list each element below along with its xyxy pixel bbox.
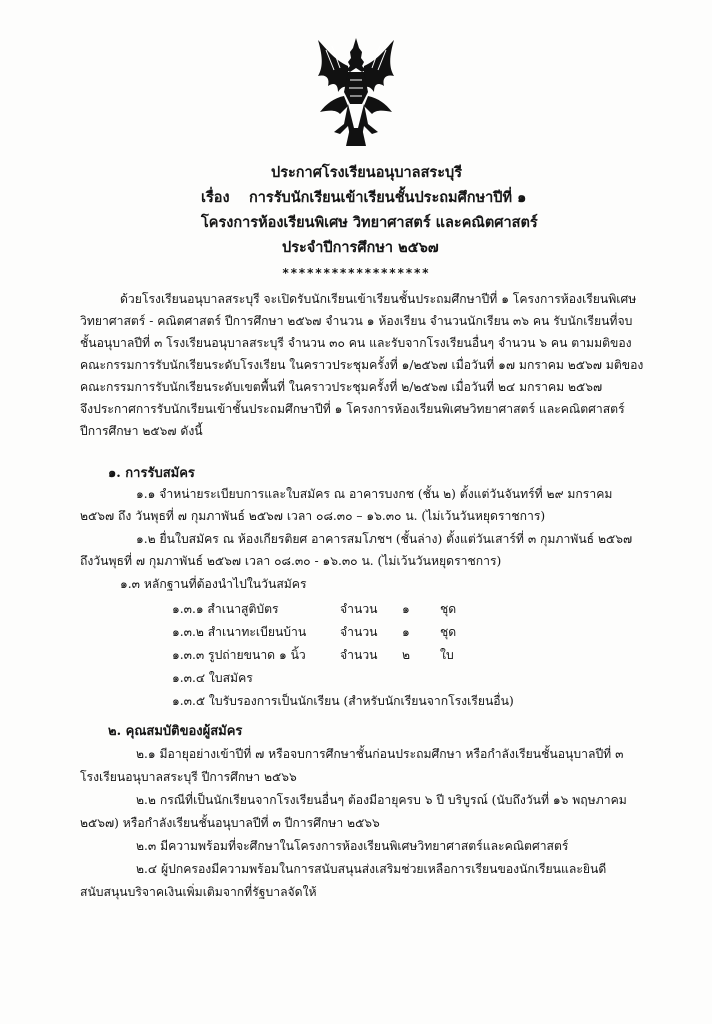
section2-line-4: ๒๕๖๗) หรือกำลังเรียนชั้นอนุบาลปีที่ ๓ ปีการศึกษา ๒๕๖๖ — [80, 816, 380, 830]
quantity-label: จำนวน — [340, 602, 378, 616]
intro-line-1: ด้วยโรงเรียนอนุบาลสระบุรี จะเปิดรับนักเรียนเข้าเรียนชั้นประถมศึกษาปีที่ ๑ โครงการห้องเรียนพิเศษ — [120, 292, 637, 306]
section1-line-5: ๑.๓ หลักฐานที่ต้องนำไปในวันสมัคร — [120, 577, 307, 591]
section2-line-3: ๒.๒ กรณีที่เป็นนักเรียนจากโรงเรียนอื่นๆ ต้องมีอายุครบ ๖ ปี บริบูรณ์ (นับถึงวันที่ ๑๖ พฤษภาคม — [136, 793, 627, 807]
quantity-unit: ใบ — [440, 648, 454, 662]
intro-line-2: วิทยาศาสตร์ - คณิตศาสตร์ ปีการศึกษา ๒๕๖๗ จำนวน ๑ ห้องเรียน จำนวนนักเรียน ๓๖ คน รับนักเรียนที่จบ — [80, 314, 633, 328]
announcement-title: ประกาศโรงเรียนอนุบาลสระบุรี — [271, 164, 462, 181]
divider-stars: ****************** — [281, 266, 431, 280]
document-name: ๑.๓.๑ สำเนาสูติบัตร — [172, 602, 279, 616]
intro-line-6: จึงประกาศการรับนักเรียนเข้าชั้นประถมศึกษาปีที่ ๑ โครงการห้องเรียนพิเศษวิทยาศาสตร์ และคณิตศาสตร์ — [80, 402, 625, 416]
subject-label: เรื่อง — [201, 189, 230, 206]
intro-line-4: คณะกรรมการรับนักเรียนระดับโรงเรียน ในคราวประชุมครั้งที่ ๑/๒๕๖๗ เมื่อวันที่ ๑๗ มกราคม ๒๕๖๗ มติของ — [80, 358, 644, 372]
section1-line-4: ถึงวันพุธที่ ๗ กุมภาพันธ์ ๒๕๖๗ เวลา ๐๘.๓๐ - ๑๖.๓๐ น. (ไม่เว้นวันหยุดราชการ) — [80, 554, 502, 568]
section1-line-2: ๒๕๖๗ ถึง วันพุธที่ ๗ กุมภาพันธ์ ๒๕๖๗ เวลา ๐๘.๓๐ – ๑๖.๓๐ น. (ไม่เว้นวันหยุดราชการ) — [80, 509, 546, 523]
quantity-label: จำนวน — [340, 625, 378, 639]
document-name: ๑.๓.๕ ใบรับรองการเป็นนักเรียน (สำหรับนักเรียนจากโรงเรียนอื่น) — [172, 694, 514, 708]
section2-line-6: ๒.๔ ผู้ปกครองมีความพร้อมในการสนับสนุนส่งเสริมช่วยเหลือการเรียนของนักเรียนและยินดี — [136, 862, 607, 876]
intro-line-3: ชั้นอนุบาลปีที่ ๓ โรงเรียนอนุบาลสระบุรี จำนวน ๓๐ คน และรับจากโรงเรียนอื่นๆ จำนวน ๖ คน ตามมติของ — [80, 336, 632, 350]
document-name: ๑.๓.๒ สำเนาทะเบียนบ้าน — [172, 625, 307, 639]
project-name: โครงการห้องเรียนพิเศษ วิทยาศาสตร์ และคณิตศาสตร์ — [201, 214, 538, 231]
section2-line-2: โรงเรียนอนุบาลสระบุรี ปีการศึกษา ๒๕๖๖ — [80, 770, 297, 784]
section2-heading: ๒. คุณสมบัติของผู้สมัคร — [108, 724, 243, 739]
section1-heading: ๑. การรับสมัคร — [108, 466, 195, 481]
intro-line-7: ปีการศึกษา ๒๕๖๗ ดังนี้ — [80, 424, 203, 438]
quantity-label: จำนวน — [340, 648, 378, 662]
quantity-value: ๒ — [402, 648, 411, 662]
section2-line-1: ๒.๑ มีอายุอย่างเข้าปีที่ ๗ หรือจบการศึกษาชั้นก่อนประถมศึกษา หรือกำลังเรียนชั้นอนุบาลปีที่ ๓ — [136, 747, 624, 761]
section1-line-1: ๑.๑ จำหน่ายระเบียบการและใบสมัคร ณ อาคารบงกช (ชั้น ๒) ตั้งแต่วันจันทร์ที่ ๒๙ มกราคม — [136, 487, 613, 501]
quantity-unit: ชุด — [440, 625, 457, 639]
academic-year: ประจำปีการศึกษา ๒๕๖๗ — [282, 239, 439, 256]
document-name: ๑.๓.๔ ใบสมัคร — [172, 671, 253, 685]
quantity-unit: ชุด — [440, 602, 457, 616]
section2-line-5: ๒.๓ มีความพร้อมที่จะศึกษาในโครงการห้องเรียนพิเศษวิทยาศาสตร์และคณิตศาสตร์ — [136, 839, 569, 853]
quantity-value: ๑ — [402, 602, 410, 616]
subject-text: การรับนักเรียนเข้าเรียนชั้นประถมศึกษาปีที่ ๑ — [249, 189, 527, 206]
section2-line-7: สนับสนุนบริจาคเงินเพิ่มเติมจากที่รัฐบาลจัดให้ — [80, 885, 317, 899]
quantity-value: ๑ — [402, 625, 410, 639]
document-name: ๑.๓.๓ รูปถ่ายขนาด ๑ นิ้ว — [172, 648, 306, 662]
section1-line-3: ๑.๒ ยื่นใบสมัคร ณ ห้องเกียรติยศ อาคารสมโภชฯ (ชั้นล่าง) ตั้งแต่วันเสาร์ที่ ๓ กุมภาพันธ์ ๒๕๖๗ — [136, 532, 633, 546]
intro-line-5: คณะกรรมการรับนักเรียนระดับเขตพื้นที่ ในคราวประชุมครั้งที่ ๒/๒๕๖๗ เมื่อวันที่ ๒๔ มกราคม ๒๕๖๗ — [80, 380, 603, 394]
garuda-emblem-icon — [304, 36, 408, 148]
